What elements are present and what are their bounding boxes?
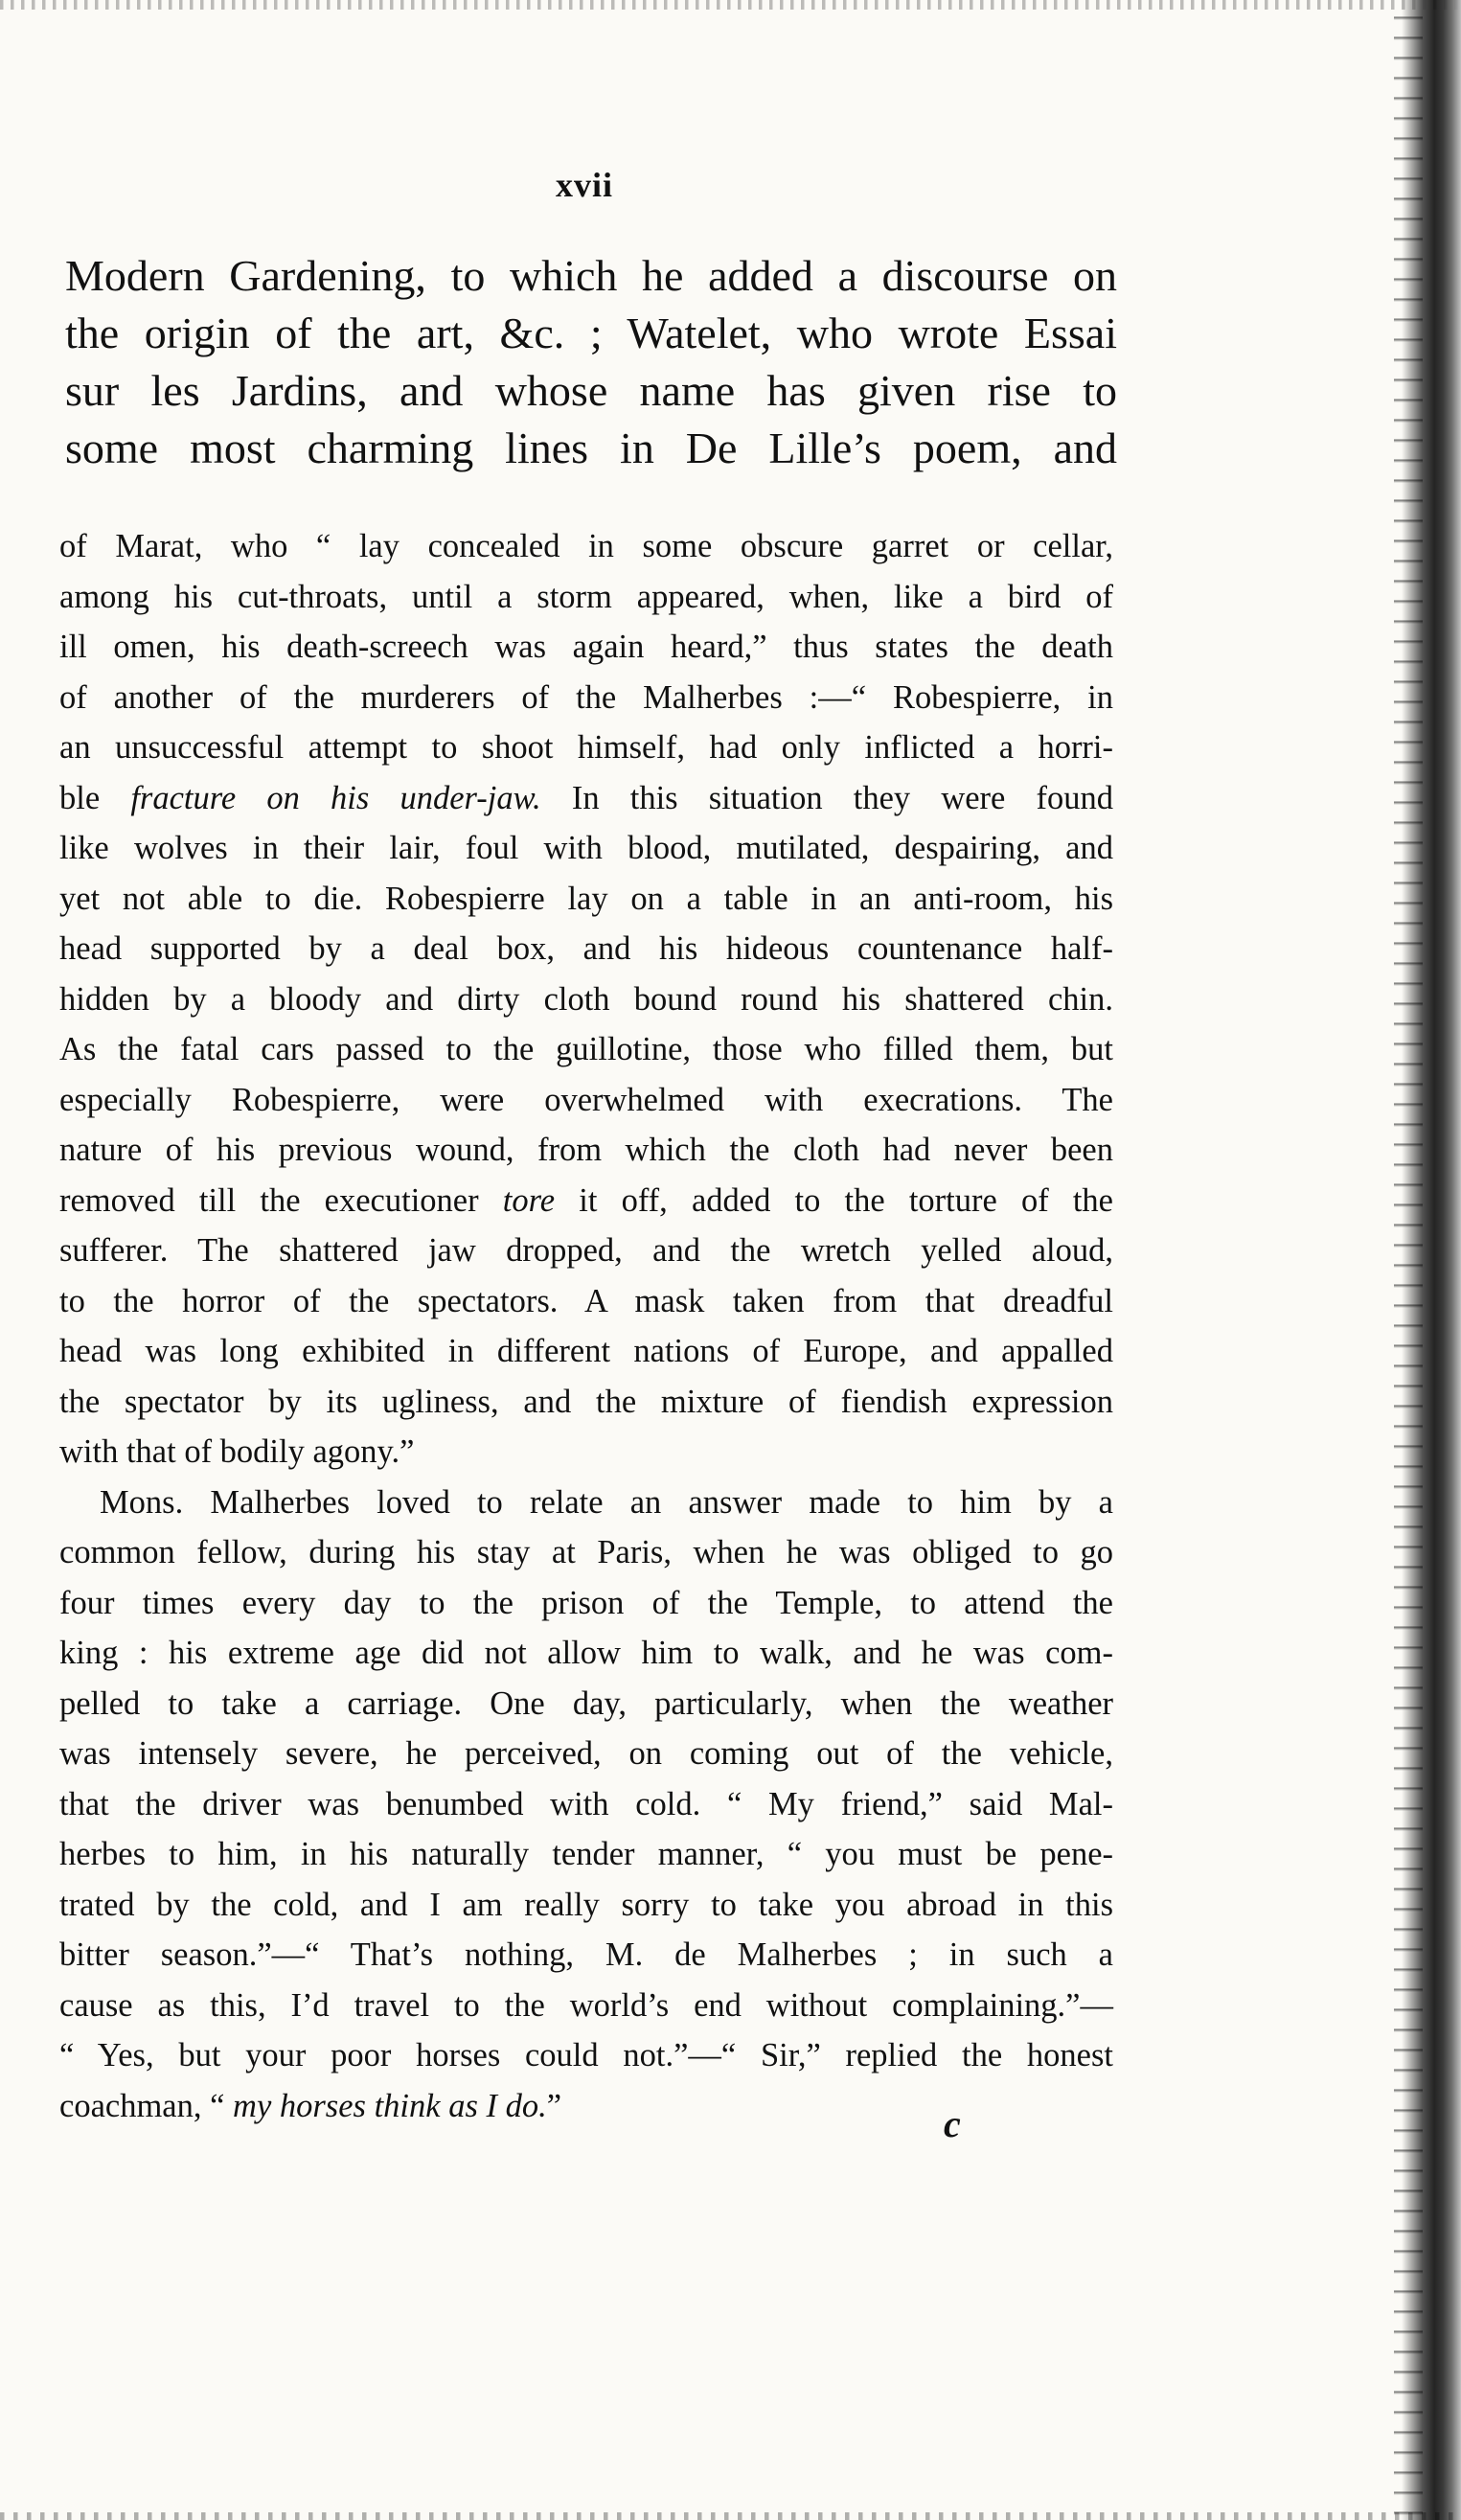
footnote-line: herbes to him, in his naturally tender manner, “ you must be pene- bbox=[59, 1836, 1113, 1872]
footnote-text: it off, added to the torture of the bbox=[555, 1181, 1113, 1219]
footnote-text: In this situation they were found bbox=[540, 779, 1114, 816]
footnote-text: ble bbox=[59, 779, 131, 816]
footnote-line: four times every day to the prison of the Temple, to attend the bbox=[59, 1584, 1113, 1621]
footnote-text: ” bbox=[546, 2087, 562, 2124]
footnote-line: pelled to take a carriage. One day, particularly, when the weather bbox=[59, 1684, 1113, 1722]
footnote-line: was intensely severe, he perceived, on coming out of the vehicle, bbox=[59, 1735, 1113, 1772]
italic-phrase: tore bbox=[502, 1181, 556, 1219]
page-number: xvii bbox=[556, 166, 614, 204]
footnote-line: especially Robespierre, were overwhelmed with execrations. The bbox=[59, 1081, 1113, 1118]
footnote-line: sufferer. The shattered jaw dropped, and the wretch yelled aloud, bbox=[59, 1232, 1113, 1269]
footnote-line: common fellow, during his stay at Paris, when he was obliged to go bbox=[59, 1534, 1113, 1570]
main-text-block bbox=[65, 247, 1117, 477]
page-top-edge bbox=[0, 0, 1461, 10]
footnote-line: the spectator by its ugliness, and the mixture of fiendish expression bbox=[59, 1383, 1113, 1420]
footnote-line: among his cut-throats, until a storm appeared, when, like a bird of bbox=[59, 578, 1113, 615]
main-text-line: sur les Jardins, and whose name has given rise to bbox=[65, 366, 1117, 415]
main-text-line: the origin of the art, &c. ; Watelet, who wrote Essai bbox=[65, 309, 1117, 357]
footnote-line: to the horror of the spectators. A mask taken from that dreadful bbox=[59, 1282, 1113, 1319]
footnote-line: king : his extreme age did not allow him to walk, and he was com- bbox=[59, 1635, 1113, 1671]
footnote-line: Mons. Malherbes loved to relate an answer made to him by a bbox=[100, 1483, 1113, 1521]
main-text-line: Modern Gardening, to which he added a discourse on bbox=[65, 251, 1117, 300]
footnote-line: nature of his previous wound, from which the cloth had never been bbox=[59, 1132, 1113, 1168]
footnote-line: trated by the cold, and I am really sorry to take you abroad in this bbox=[59, 1886, 1113, 1923]
footnote-text: removed till the executioner bbox=[59, 1181, 503, 1219]
footnote-line: head supported by a deal box, and his hideous countenance half- bbox=[59, 930, 1113, 967]
page-edge-texture bbox=[1394, 0, 1423, 2520]
footnote-line: “ Yes, but your poor horses could not.”—“ Sir,” replied the honest bbox=[59, 2037, 1113, 2073]
italic-phrase: fracture on his under-jaw. bbox=[130, 779, 541, 816]
footnote-line: that the driver was benumbed with cold. “ My friend,” said Mal- bbox=[59, 1785, 1113, 1822]
footnote-line: cause as this, I’d travel to the world’s end without complaining.”— bbox=[59, 1986, 1113, 2024]
footnote-line: yet not able to die. Robespierre lay on a table in an anti-room, his bbox=[59, 880, 1113, 917]
footnote-line: of another of the murderers of the Malherbes :—“ Robespierre, in bbox=[59, 678, 1113, 716]
footnote-line: bitter season.”—“ That’s nothing, M. de Malherbes ; in such a bbox=[59, 1936, 1113, 1973]
footnote-line: like wolves in their lair, foul with blood, mutilated, despairing, and bbox=[59, 830, 1113, 866]
footnote-line: As the fatal cars passed to the guillotine, those who filled them, but bbox=[59, 1031, 1113, 1067]
italic-phrase: my horses think as I do. bbox=[233, 2087, 547, 2124]
footnote-text: coachman, “ bbox=[59, 2087, 234, 2124]
footnote-line: an unsuccessful attempt to shoot himself, had only inflicted a horri- bbox=[59, 729, 1113, 766]
signature-mark: c bbox=[944, 2102, 961, 2145]
main-text-line: some most charming lines in De Lille’s poem, and bbox=[65, 424, 1117, 472]
footnote-line: ill omen, his death-screech was again heard,” thus states the death bbox=[59, 629, 1113, 665]
footnote-block bbox=[59, 521, 1113, 2131]
footnote-line bbox=[59, 1176, 1113, 1226]
footnote-line: head was long exhibited in different nations of Europe, and appalled bbox=[59, 1333, 1113, 1369]
footnote-line: hidden by a bloody and dirty cloth bound round his shattered chin. bbox=[59, 980, 1113, 1018]
footnote-line bbox=[59, 773, 1113, 824]
footnote-line: of Marat, who “ lay concealed in some obscure garret or cellar, bbox=[59, 528, 1113, 564]
page-bottom-edge bbox=[0, 2512, 1461, 2520]
footnote-line: with that of bodily agony.” bbox=[59, 1433, 415, 1470]
